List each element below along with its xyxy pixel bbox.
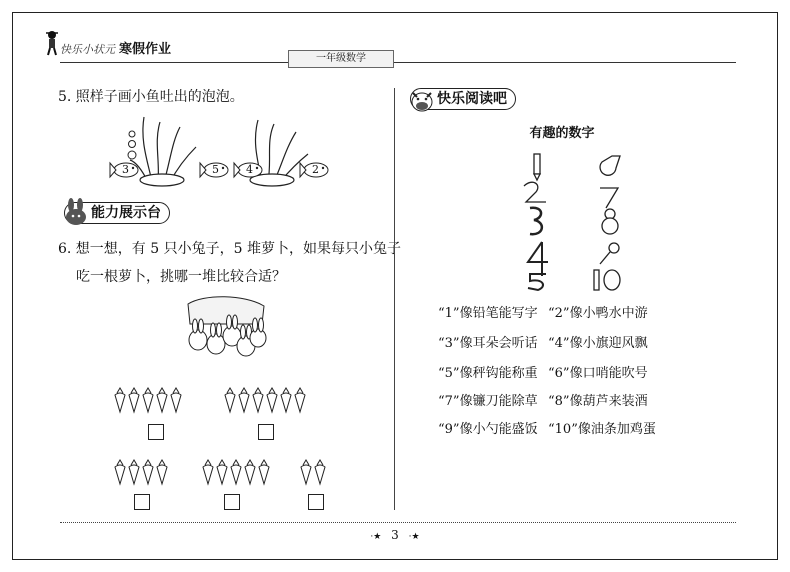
answer-box-1[interactable] [148, 424, 164, 440]
carrot-pile-2 [222, 386, 310, 420]
carrot-pile-svg [200, 458, 274, 488]
grade-label: 一年级数学 [288, 50, 394, 68]
verse-3: “3”像耳朵会听话 [438, 336, 538, 351]
verse-4: “4”像小旗迎风飘 [548, 336, 648, 351]
brand-title: 寒假作业 [119, 42, 172, 57]
egg-icon [604, 270, 620, 290]
carrot-icon [157, 460, 167, 484]
carrot-icon [315, 460, 325, 484]
footer-rule [60, 522, 736, 523]
verse-2: “2”像小鸭水中游 [548, 306, 648, 321]
duck-icon [524, 182, 546, 202]
carrot-icon [281, 388, 291, 412]
whistle-icon [600, 156, 620, 175]
question-5: 5. 照样子画小鱼吐出的泡泡。 [58, 89, 244, 105]
verse-10: “10”像油条加鸡蛋 [548, 422, 656, 437]
answer-box-3[interactable] [134, 494, 150, 510]
carrot-pile-svg [112, 458, 172, 488]
flag-icon [528, 242, 548, 276]
numeral-pictures [520, 150, 630, 292]
carrot-icon [245, 460, 255, 484]
fish-number: 3 [122, 163, 129, 176]
carrot-icon [171, 388, 181, 412]
fish-number: 5 [212, 163, 219, 176]
carrot-pile-svg [112, 386, 186, 416]
carrot-icon [129, 460, 139, 484]
carrot-icon [157, 388, 167, 412]
verse-6: “6”像口哨能吹号 [548, 366, 648, 381]
fish-number: 2 [312, 163, 319, 176]
ear-icon [530, 208, 542, 234]
fish-2 [198, 160, 232, 184]
sickle-icon [600, 188, 618, 208]
header-rule [60, 62, 736, 63]
reading-title: 有趣的数字 [529, 126, 595, 141]
carrot-icon [217, 460, 227, 484]
carrot-icon [267, 388, 277, 412]
carrot-icon [115, 388, 125, 412]
pencil-icon [534, 154, 540, 174]
carrot-pile-3 [112, 458, 172, 492]
fish-number: 4 [246, 163, 253, 176]
carrot-pile-svg [222, 386, 310, 416]
carrot-pile-4 [200, 458, 274, 492]
rabbit-icon [63, 199, 89, 227]
carrot-icon [239, 388, 249, 412]
verse-7: “7”像镰刀能除草 [438, 394, 538, 409]
answer-box-5[interactable] [308, 494, 324, 510]
carrot-icon [253, 388, 263, 412]
carrot-icon [301, 460, 311, 484]
spoon-icon [609, 243, 619, 253]
youtiao-icon [594, 270, 599, 290]
carrot-icon [143, 460, 153, 484]
answer-box-4[interactable] [224, 494, 240, 510]
verse-1: “1”像铅笔能写字 [438, 306, 538, 321]
section-badge-reading [410, 88, 516, 110]
ornament-right: ·★ [408, 532, 420, 542]
carrot-pile-1 [112, 386, 186, 420]
fish-1 [108, 160, 142, 184]
carrot-pile-svg [298, 458, 330, 488]
page-number: 3 [391, 528, 399, 542]
badge-label: 能力展示台 [91, 205, 161, 221]
carrot-pile-5 [298, 458, 330, 492]
hook-icon [528, 274, 546, 290]
carrot-icon [231, 460, 241, 484]
section-badge-ability [64, 202, 170, 224]
badge-label: 快乐阅读吧 [437, 91, 507, 107]
fish-3 [232, 160, 266, 184]
header-brand [60, 38, 171, 57]
column-divider [394, 88, 395, 510]
cow-icon [409, 85, 435, 113]
carrot-icon [259, 460, 269, 484]
carrot-icon [115, 460, 125, 484]
verse-8: “8”像葫芦来装酒 [548, 394, 648, 409]
fish-4 [298, 160, 332, 184]
verse-5: “5”像秤钩能称重 [438, 366, 538, 381]
carrot-icon [295, 388, 305, 412]
carrot-icon [129, 388, 139, 412]
carrot-icon [225, 388, 235, 412]
carrot-icon [143, 388, 153, 412]
mascot-icon [44, 30, 60, 56]
rabbits-illustration [184, 294, 268, 360]
question-6-line1: 6. 想一想，有 5 只小兔子，5 堆萝卜，如果每只小兔子 [58, 241, 401, 257]
brand-script: 快乐小状元 [60, 43, 115, 56]
ornament-left: ·★ [370, 532, 382, 542]
verse-9: “9”像小勺能盛饭 [438, 422, 538, 437]
carrot-icon [203, 460, 213, 484]
page-number-block [330, 528, 460, 542]
question-6-line2: 吃一根萝卜，挑哪一堆比较合适？ [76, 269, 286, 285]
answer-box-2[interactable] [258, 424, 274, 440]
